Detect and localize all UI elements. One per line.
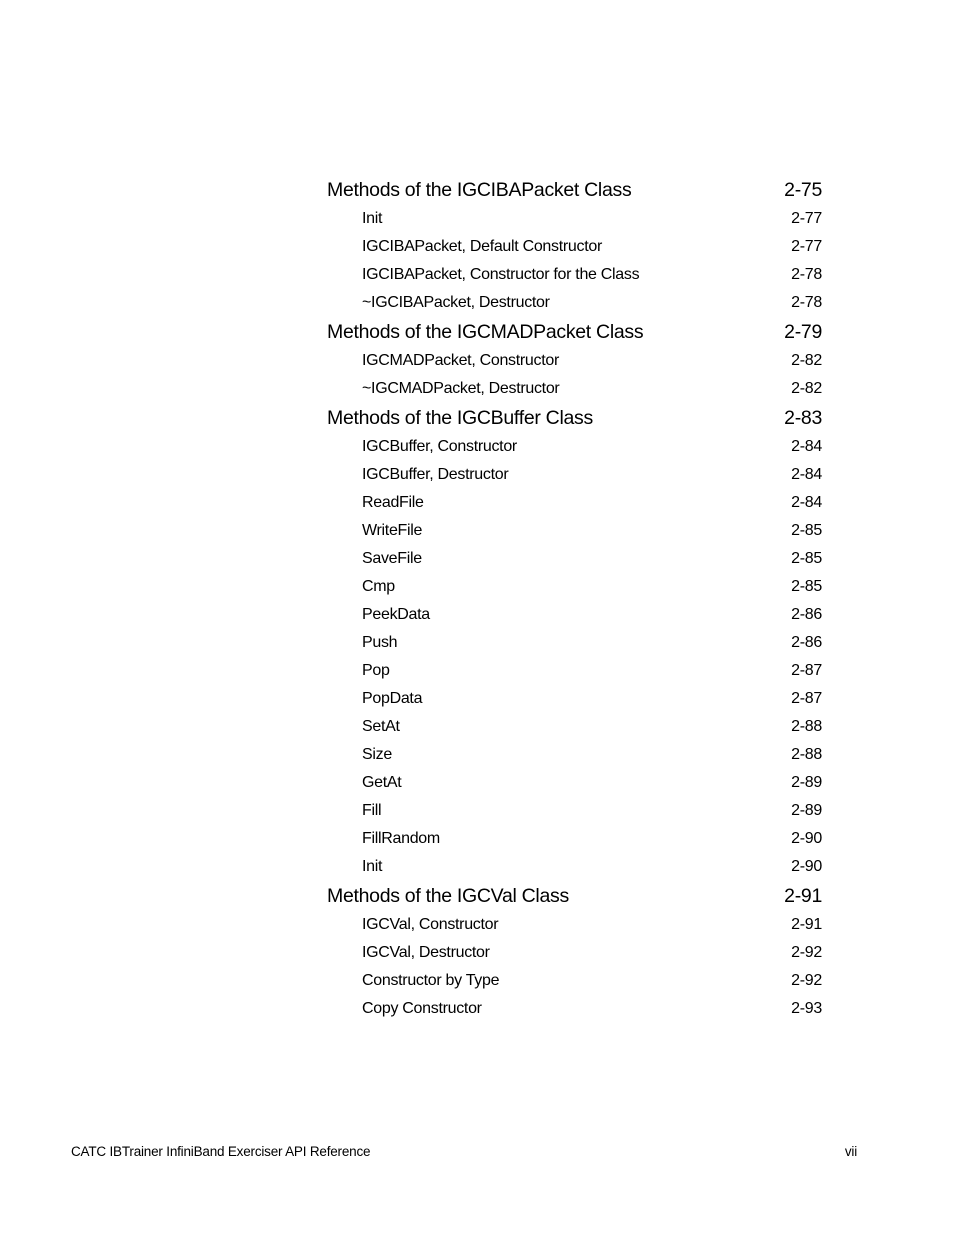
toc-entry-page: 2-85 [791, 578, 822, 595]
footer-page-number: vii [844, 1144, 857, 1159]
toc-entry-title: PopData [362, 690, 423, 707]
toc-entry[interactable] [327, 741, 822, 769]
toc-entry[interactable] [327, 967, 822, 995]
toc-entry-title: Init [362, 210, 383, 227]
toc-entry-page: 2-78 [791, 294, 822, 311]
toc-entry-title: GetAt [362, 774, 402, 791]
page-footer [71, 1143, 857, 1161]
toc-section-heading[interactable] [327, 317, 822, 347]
toc-entry-title: IGCBuffer, Destructor [362, 466, 509, 483]
toc-entry-title: Pop [362, 662, 390, 679]
toc-entry[interactable] [327, 685, 822, 713]
toc-entry[interactable] [327, 261, 822, 289]
footer-document-title: CATC IBTrainer InfiniBand Exerciser API Reference [71, 1144, 371, 1159]
toc-entry[interactable] [327, 205, 822, 233]
toc-entry-page: 2-87 [791, 662, 822, 679]
toc-entry-title: ~IGCMADPacket, Destructor [362, 380, 560, 397]
toc-entry-page: 2-85 [791, 522, 822, 539]
toc-entry-title: Fill [362, 802, 382, 819]
toc-entry[interactable] [327, 517, 822, 545]
toc-entry-page: 2-86 [791, 606, 822, 623]
toc-entry-title: Size [362, 746, 392, 763]
toc-entry-title: Cmp [362, 578, 395, 595]
toc-entry-page: 2-82 [791, 380, 822, 397]
toc-entry-page: 2-89 [791, 774, 822, 791]
toc-entry[interactable] [327, 769, 822, 797]
toc-entry-title: FillRandom [362, 830, 440, 847]
toc-entry-title: WriteFile [362, 522, 423, 539]
toc-entry-page: 2-91 [791, 916, 822, 933]
toc-entry-title: SetAt [362, 718, 400, 735]
toc-entry[interactable] [327, 489, 822, 517]
table-of-contents [327, 175, 822, 1023]
toc-entry-title: IGCIBAPacket, Constructor for the Class [362, 266, 640, 283]
toc-entry-title: Init [362, 858, 383, 875]
toc-entry-page: 2-92 [791, 944, 822, 961]
toc-section-title: Methods of the IGCIBAPacket Class [327, 179, 632, 201]
toc-section-heading[interactable] [327, 175, 822, 205]
toc-entry[interactable] [327, 853, 822, 881]
toc-entry[interactable] [327, 347, 822, 375]
toc-entry-page: 2-86 [791, 634, 822, 651]
toc-entry-page: 2-88 [791, 718, 822, 735]
toc-section-title: Methods of the IGCVal Class [327, 885, 569, 907]
toc-entry-page: 2-78 [791, 266, 822, 283]
toc-entry-title: IGCVal, Destructor [362, 944, 490, 961]
toc-entry-page: 2-84 [791, 466, 822, 483]
toc-entry-title: IGCVal, Constructor [362, 916, 499, 933]
toc-entry-page: 2-77 [791, 238, 822, 255]
toc-entry-page: 2-93 [791, 1000, 822, 1017]
toc-entry-page: 2-89 [791, 802, 822, 819]
toc-entry-page: 2-92 [791, 972, 822, 989]
toc-entry[interactable] [327, 573, 822, 601]
toc-entry-page: 2-82 [791, 352, 822, 369]
toc-section-page: 2-79 [784, 321, 822, 343]
toc-entry[interactable] [327, 629, 822, 657]
toc-entry-title: Push [362, 634, 398, 651]
toc-entry-page: 2-85 [791, 550, 822, 567]
toc-entry[interactable] [327, 657, 822, 685]
toc-entry-title: SaveFile [362, 550, 422, 567]
toc-entry[interactable] [327, 545, 822, 573]
toc-entry[interactable] [327, 233, 822, 261]
toc-entry-page: 2-90 [791, 858, 822, 875]
toc-entry-title: IGCBuffer, Constructor [362, 438, 517, 455]
toc-entry-page: 2-90 [791, 830, 822, 847]
toc-section-heading[interactable] [327, 403, 822, 433]
toc-entry-page: 2-84 [791, 438, 822, 455]
toc-entry[interactable] [327, 797, 822, 825]
toc-entry[interactable] [327, 375, 822, 403]
toc-section-heading[interactable] [327, 881, 822, 911]
toc-entry[interactable] [327, 911, 822, 939]
toc-entry-title: PeekData [362, 606, 430, 623]
toc-entry-page: 2-84 [791, 494, 822, 511]
toc-entry[interactable] [327, 461, 822, 489]
toc-entry-page: 2-77 [791, 210, 822, 227]
toc-entry[interactable] [327, 713, 822, 741]
toc-entry[interactable] [327, 939, 822, 967]
toc-section-page: 2-91 [784, 885, 822, 907]
toc-section-page: 2-83 [784, 407, 822, 429]
toc-section-title: Methods of the IGCBuffer Class [327, 407, 593, 429]
toc-entry-title: IGCMADPacket, Constructor [362, 352, 560, 369]
toc-entry[interactable] [327, 601, 822, 629]
toc-entry-title: ~IGCIBAPacket, Destructor [362, 294, 550, 311]
toc-entry-page: 2-87 [791, 690, 822, 707]
toc-entry-title: IGCIBAPacket, Default Constructor [362, 238, 602, 255]
toc-entry[interactable] [327, 825, 822, 853]
toc-entry-title: Constructor by Type [362, 972, 500, 989]
toc-section-title: Methods of the IGCMADPacket Class [327, 321, 644, 343]
toc-entry[interactable] [327, 995, 822, 1023]
toc-entry[interactable] [327, 289, 822, 317]
toc-entry-page: 2-88 [791, 746, 822, 763]
toc-entry[interactable] [327, 433, 822, 461]
toc-entry-title: ReadFile [362, 494, 424, 511]
toc-section-page: 2-75 [784, 179, 822, 201]
toc-entry-title: Copy Constructor [362, 1000, 482, 1017]
